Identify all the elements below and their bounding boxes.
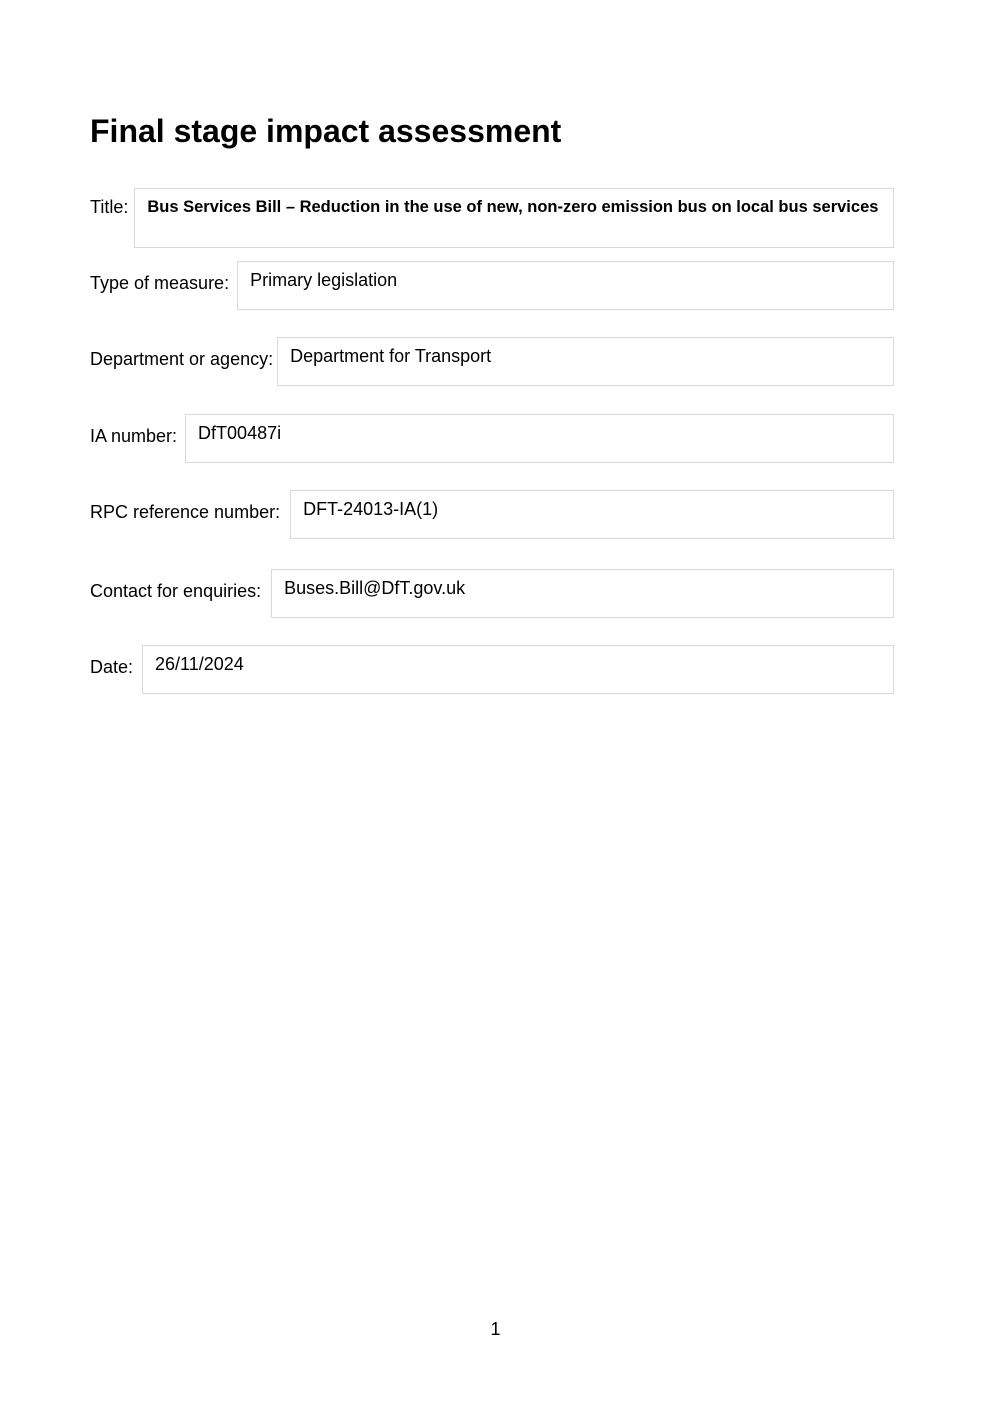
rpc-reference-value-box: DFT-24013-IA(1) xyxy=(290,490,894,539)
page-title: Final stage impact assessment xyxy=(90,113,562,149)
field-label: Department or agency: xyxy=(90,349,274,369)
field-label: Title: xyxy=(90,197,129,217)
field-label: Date: xyxy=(90,657,134,677)
page-number: 1 xyxy=(490,1319,501,1339)
type-of-measure-value-box: Primary legislation xyxy=(237,261,894,310)
date-value-box: 26/11/2024 xyxy=(142,645,894,694)
field-label: Contact for enquiries: xyxy=(90,581,262,601)
field-date xyxy=(90,645,894,694)
department-value-box: Department for Transport xyxy=(277,337,894,386)
title-value-box: Bus Services Bill – Reduction in the use of new, non-zero emission bus on local bus services xyxy=(134,188,894,248)
field-label: RPC reference number: xyxy=(90,502,281,522)
contact-value-box: Buses.Bill@DfT.gov.uk xyxy=(271,569,894,618)
field-title xyxy=(90,188,894,248)
field-contact xyxy=(90,569,894,618)
field-type-of-measure xyxy=(90,261,894,310)
field-label: Type of measure: xyxy=(90,273,230,293)
ia-number-value-box: DfT00487i xyxy=(185,414,894,463)
field-rpc-reference xyxy=(90,490,894,539)
field-ia-number xyxy=(90,414,894,463)
field-department xyxy=(90,337,894,386)
field-label: IA number: xyxy=(90,426,178,446)
